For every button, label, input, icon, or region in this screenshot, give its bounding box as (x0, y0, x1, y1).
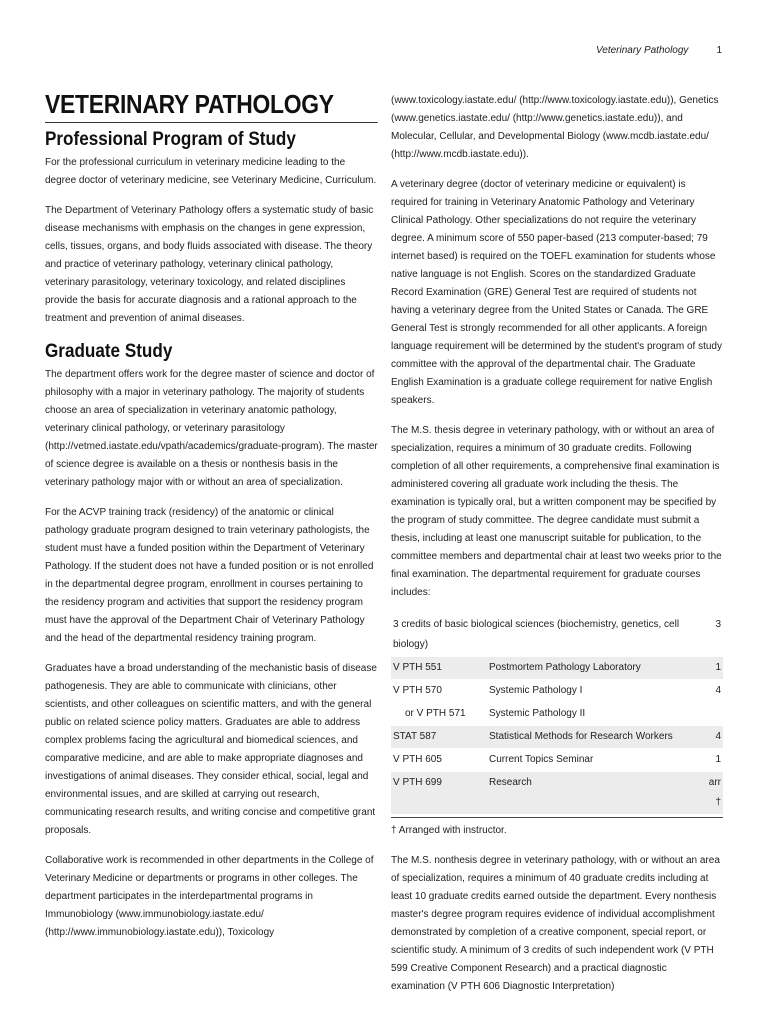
section-heading-graduate: Graduate Study (45, 341, 173, 362)
credits-cell: 3 (695, 614, 723, 657)
course-code: V PTH 605 (391, 749, 487, 772)
table-row (391, 772, 723, 815)
left-column (45, 88, 378, 954)
credits-cell: 1 (695, 657, 723, 680)
page-number: 1 (716, 45, 722, 56)
course-code: V PTH 570 (391, 680, 487, 703)
credits-cell: arr † (695, 772, 723, 815)
table-row (391, 726, 723, 749)
course-requirements-table (391, 614, 723, 815)
running-title: Veterinary Pathology (595, 45, 689, 56)
credits-cell: 4 (695, 726, 723, 749)
paragraph: For the professional curriculum in veterinary medicine leading to the degree doctor of veterinary medicine, see Veterinary Medicine, Curriculum. (45, 157, 377, 186)
paragraph: A veterinary degree (doctor of veterinary medicine or equivalent) is required for training in Veterinary Anatomic Pathology and Veterinary Clinical Pathology. Other specializations do not require the veterinary degree. A minimum score of 550 paper-based (213 computer-based; 79 internet based) is required on the TOEFL examination for students whose native language is not English. Scores on the standardized Graduate Record Examination (GRE) General Test are required of students not having a veterinary degree from the United States or Canada. The GRE General Test is strongly recommended for all other applicants. A foreign language requirement will be determined by the student's program of study committee with the approval of the departmental chair. The Graduate English Examination is a graduate college requirement for native English speakers. (391, 179, 722, 406)
right-column (391, 92, 723, 1008)
table-row (391, 703, 723, 726)
table-row (391, 614, 723, 657)
course-title: Statistical Methods for Research Workers (487, 726, 695, 749)
basic-requirement-text: 3 credits of basic biological sciences (biochemistry, genetics, cell biology) (391, 614, 695, 657)
credits-cell: 4 (695, 680, 723, 703)
course-title: Postmortem Pathology Laboratory (487, 657, 695, 680)
course-code: V PTH 551 (391, 657, 487, 680)
course-title: Research (487, 772, 695, 815)
table-row (391, 680, 723, 703)
paragraph: The M.S. thesis degree in veterinary pathology, with or without an area of specialization, requires a minimum of 30 graduate credits. Following completion of all other requirements, a comprehensive final examination is administered covering all graduate work including the thesis. The examination is typically oral, but a written component may be specified by the program of study committee. The degree candidate must submit a thesis, including at least one manuscript suitable for publication, to the committee members and departmental chair at least two weeks prior to the final examination. The departmental requirement for graduate courses includes: (391, 425, 722, 598)
course-title: Systemic Pathology I (487, 680, 695, 703)
course-code: or V PTH 571 (391, 703, 487, 726)
course-title: Systemic Pathology II (487, 703, 695, 726)
paragraph: The department offers work for the degree master of science and doctor of philosophy with a major in veterinary pathology. The majority of students choose an area of specialization in veterinary anatomic pathology, veterinary clinical pathology, or veterinary parasitology (http://vetmed.iastate.edu/vpath/academics/graduate-program). The master of science degree is available on a thesis or nonthesis basis in the veterinary pathology major with or without an area of specialization. (45, 369, 378, 488)
footnote: † Arranged with instructor. (391, 825, 507, 836)
paragraph: Collaborative work is recommended in other departments in the College of Veterinary Medicine or departments or programs in other colleges. The department participates in the interdepartmental programs in Immunobiology (www.immunobiology.iastate.edu/ (http://www.immunobiology.iastate.edu)), Toxicology (45, 855, 374, 938)
course-title: Current Topics Seminar (487, 749, 695, 772)
page-title: VETERINARY PATHOLOGY (45, 88, 378, 123)
section-heading-professional: Professional Program of Study (45, 129, 296, 150)
footnote-divider (391, 817, 723, 818)
course-code: STAT 587 (391, 726, 487, 749)
running-header (596, 42, 722, 60)
paragraph: For the ACVP training track (residency) of the anatomic or clinical pathology graduate program designed to train veterinary pathologists, the student must have a funded position within the Department of Veterinary Pathology. If the student does not have a funded position or is not enrolled in the departmental degree program, enrollment in courses pertaining to the residency program and activities that support the residency program must have the approval of the Department Chair of Veterinary Pathology and the head of the departmental residency training program. (45, 507, 374, 644)
table-row (391, 749, 723, 772)
credits-cell (695, 703, 723, 726)
paragraph: Graduates have a broad understanding of the mechanistic basis of disease pathogenesis. They are able to communicate with clinicians, other scientists, and other colleagues on scientific matters, and with the general public on related science policy matters. Graduates are able to address complex problems facing the agricultural and biomedical sciences, and comparative medicine, and are able to make appropriate diagnoses and investigations of animal diseases. They consider ethical, social, legal and environmental issues, and are skilled at carrying out research, communicating research results, and writing concise and competitive grant proposals. (45, 663, 377, 836)
table-row (391, 657, 723, 680)
paragraph: (www.toxicology.iastate.edu/ (http://www.toxicology.iastate.edu)), Genetics (www.genetics.iastate.edu/ (http://www.genetics.iastate.edu)), and Molecular, Cellular, and Developmental Biology (www.mcdb.iastate.edu/ (http://www.mcdb.iastate.edu)). (391, 95, 719, 160)
paragraph: The M.S. nonthesis degree in veterinary pathology, with or without an area of specialization, requires a minimum of 40 graduate credits including at least 10 graduate credits earned outside the department. Every nonthesis master's degree program requires evidence of individual accomplishment demonstrated by completion of a creative component, special report, or scientific study. A minimum of 3 credits of such independent work (V PTH 599 Creative Component Research) and a practical diagnostic examination (V PTH 606 Diagnostic Interpretation) (391, 855, 720, 992)
paragraph: The Department of Veterinary Pathology offers a systematic study of basic disease mechanisms with emphasis on the changes in gene expression, cells, tissues, organs, and body fluids associated with disease. The theory and practice of veterinary pathology, veterinary clinical pathology, veterinary parasitology, veterinary toxicology, and related disciplines provide the basis for accurate diagnosis and a rational approach to the treatment and prevention of animal diseases. (45, 205, 374, 324)
course-code: V PTH 699 (391, 772, 487, 815)
credits-cell: 1 (695, 749, 723, 772)
